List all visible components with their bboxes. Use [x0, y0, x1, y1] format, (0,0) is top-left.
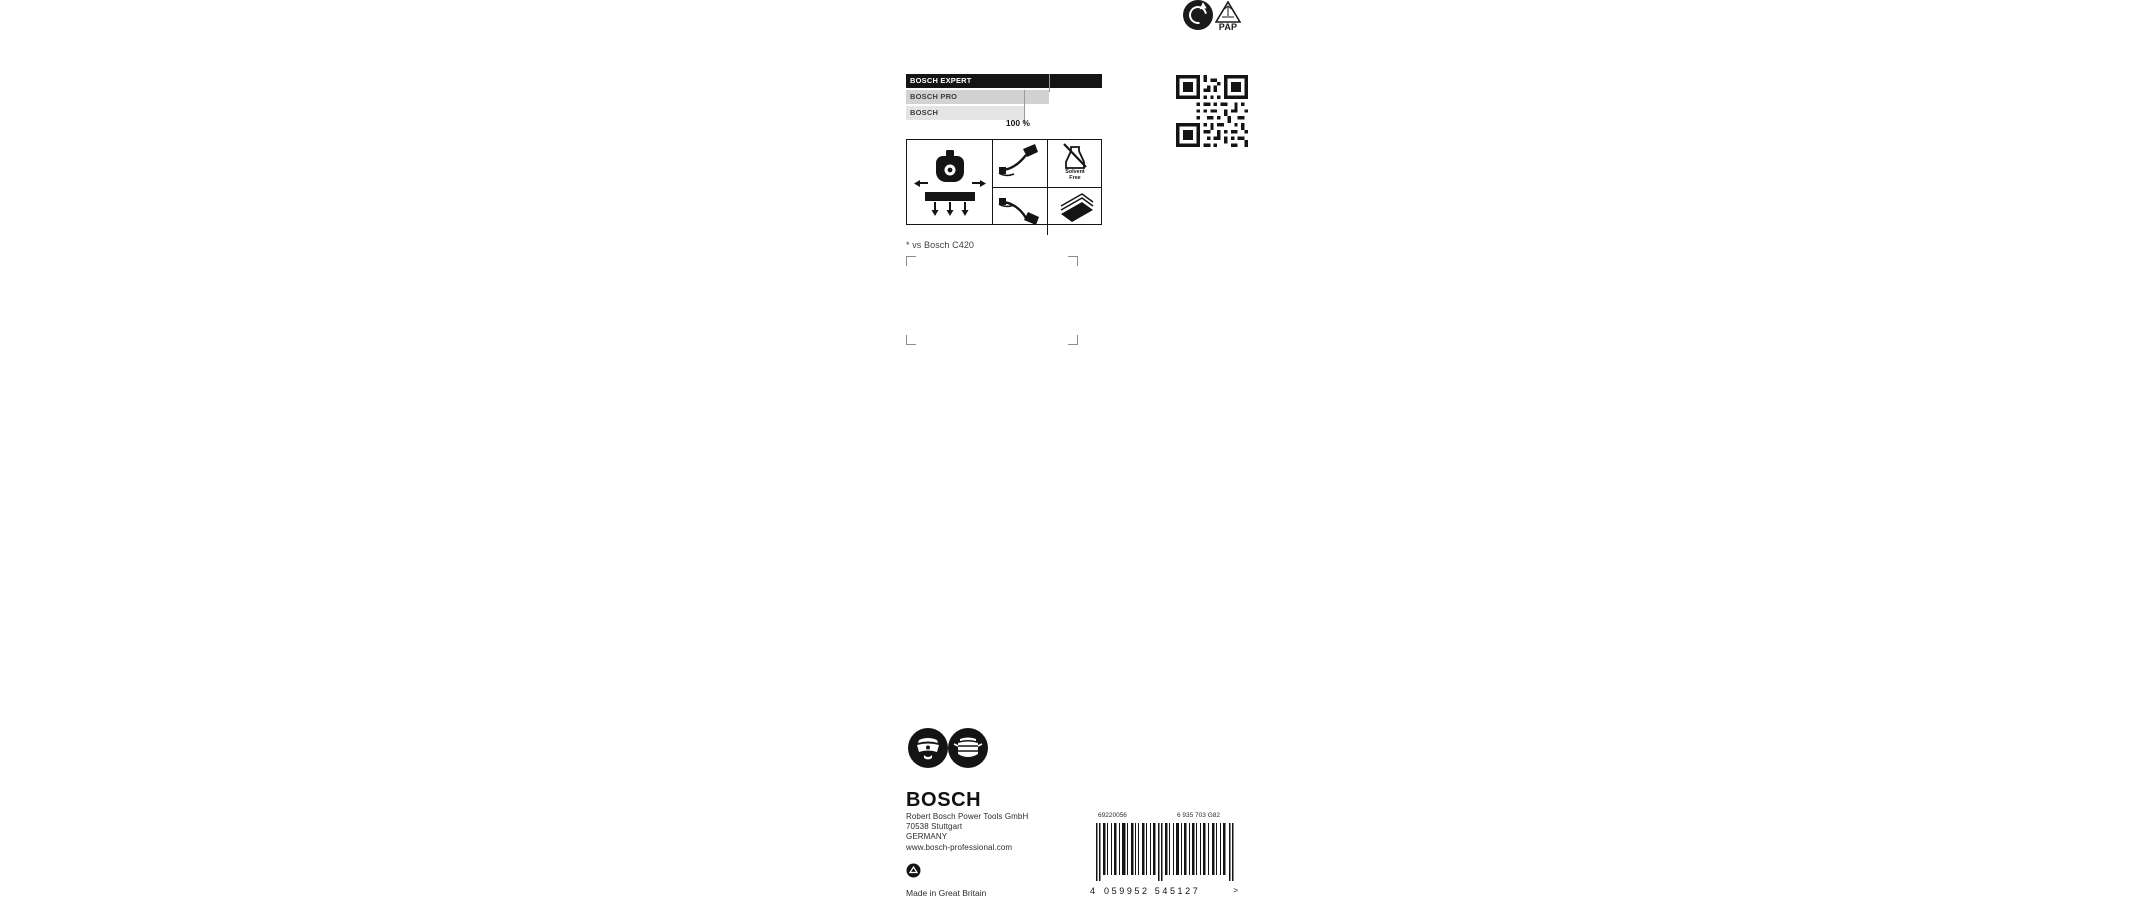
- barcode-digit-lead: 4: [1090, 886, 1096, 896]
- solvent-free-label: Solvent Free: [1065, 169, 1085, 181]
- hand-sanding-edge-icon: [993, 188, 1048, 235]
- made-in-text: Made in Great Britain: [906, 888, 987, 898]
- company-postcode-city: 70538 Stuttgart: [906, 822, 963, 832]
- barcode-digit-tail: >: [1233, 886, 1238, 895]
- crop-mark-bottom-right: [1068, 335, 1078, 345]
- barcode-left-code: 69220056: [1098, 812, 1127, 819]
- qr-code-icon: [1176, 75, 1248, 147]
- pictogram-panel: [906, 139, 1102, 225]
- chart-row-label: BOSCH EXPERT: [910, 76, 972, 85]
- pictogram-grid: [993, 140, 1102, 224]
- abrasive-sheet-stack-icon: [1048, 188, 1102, 235]
- pictogram-row-top: [993, 140, 1102, 188]
- hand-sanding-curve-icon: [993, 140, 1048, 187]
- safety-icon-group: [908, 728, 988, 770]
- barcode-header: [1090, 812, 1238, 823]
- chart-row-label: BOSCH: [910, 108, 939, 117]
- chart-row-expert: [906, 74, 1102, 88]
- sanding-material-icon: [907, 140, 993, 224]
- company-country: GERMANY: [906, 832, 948, 842]
- pap-material-code: PAP: [1218, 22, 1238, 32]
- barcode-right-code: 6 935 703 G82: [1176, 812, 1220, 819]
- barcode-block: [1090, 812, 1238, 900]
- chart-tick: [1049, 74, 1050, 92]
- recycle-mark: [1183, 0, 1263, 40]
- company-website: www.bosch-professional.com: [906, 842, 1013, 852]
- eye-protection-icon: [908, 728, 948, 768]
- dust-mask-icon: [948, 728, 988, 768]
- solvent-free-icon: [1048, 140, 1102, 187]
- bosch-wordmark: BOSCH: [906, 789, 982, 811]
- pap-triangle-icon: [1215, 1, 1241, 24]
- company-name: Robert Bosch Power Tools GmbH: [906, 812, 1029, 821]
- recycle-loop-icon: [1183, 0, 1213, 30]
- ean13-barcode-icon: [1090, 823, 1238, 881]
- footnote: * vs Bosch C420: [906, 240, 975, 250]
- barcode-digit-main: 059952 545127: [1104, 886, 1201, 896]
- chart-value-label: 100 %: [1005, 118, 1030, 128]
- performance-comparison-chart: [906, 74, 1102, 130]
- recycle-small-icon: [906, 863, 921, 878]
- crop-mark-bottom-left: [906, 335, 916, 345]
- pictogram-row-bottom: [993, 188, 1102, 235]
- chart-row-pro: [906, 90, 1102, 104]
- crop-mark-top-right: [1068, 256, 1078, 266]
- chart-row-label: BOSCH PRO: [910, 92, 958, 101]
- address-block: [906, 812, 1028, 853]
- barcode-digits: [1090, 886, 1238, 900]
- crop-mark-top-left: [906, 256, 916, 266]
